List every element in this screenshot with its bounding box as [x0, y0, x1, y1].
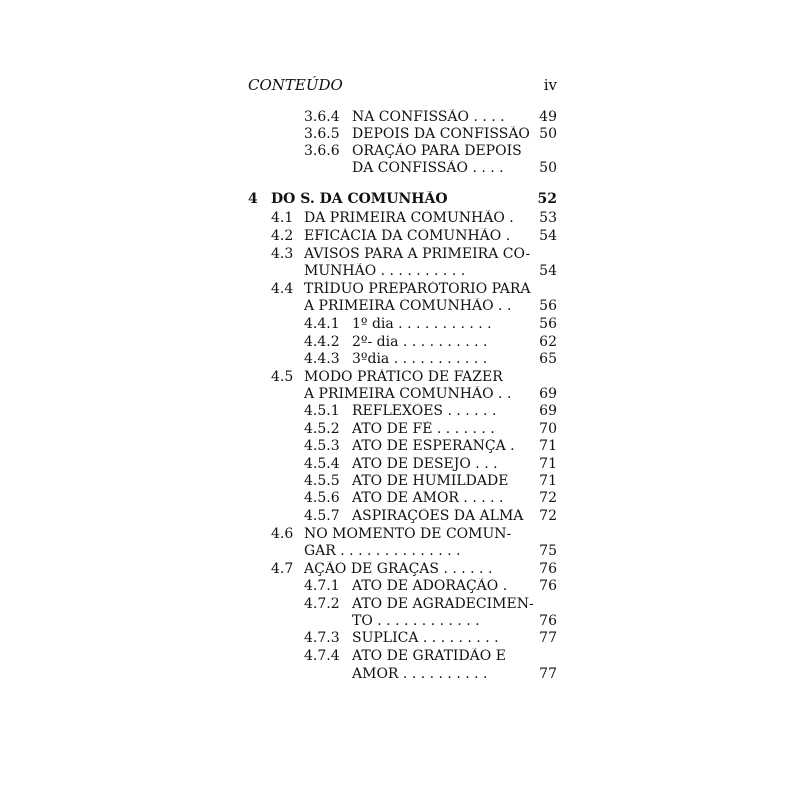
toc-entry[interactable]	[0, 596, 557, 613]
toc-entry-title: NO MOMENTO DE COMUN-	[304, 526, 512, 542]
toc-entry-title: DEPOIS DA CONFISSÃO	[352, 126, 530, 142]
toc-entry-title: REFLEXÕES . . . . . .	[352, 403, 497, 419]
toc-entry[interactable]	[0, 473, 557, 490]
toc-entry[interactable]	[0, 456, 557, 473]
toc-entry-number: 4.7.3	[304, 630, 340, 646]
toc-entry-number: 3.6.6	[304, 143, 340, 159]
toc-entry-title: AÇÃO DE GRAÇAS . . . . . .	[304, 561, 493, 577]
toc-entry-number: 4.7.2	[304, 596, 340, 612]
toc-entry[interactable]	[0, 421, 557, 438]
toc-entry-number: 4.6	[271, 526, 294, 542]
toc-entry-title: NA CONFISSÃO . . . .	[352, 109, 505, 125]
toc-entry-title: TRÍDUO PREPARÓTORIO PARA	[304, 281, 531, 297]
toc-entry-number: 3.6.5	[304, 126, 340, 142]
toc-entry[interactable]	[0, 508, 557, 525]
toc-entry-title: ATO DE GRATIDÃO E	[352, 648, 506, 664]
toc-entry-title: SUPLICA . . . . . . . . .	[352, 630, 499, 646]
toc-entry[interactable]	[0, 334, 557, 351]
toc-entry-title: ATO DE AGRADECIMEN-	[352, 596, 534, 612]
toc-entry-title: A PRIMEIRA COMUNHÃO . .	[304, 298, 512, 314]
toc-entry-page: 62	[539, 334, 557, 350]
toc-entry-number: 4.4.1	[304, 316, 340, 332]
toc-entry[interactable]	[0, 613, 557, 630]
toc-entry-number: 4.5.2	[304, 421, 340, 437]
toc-entry[interactable]	[0, 526, 557, 543]
toc-entry-page: 65	[539, 351, 557, 367]
toc-entry-page: 56	[539, 316, 557, 332]
toc-entry[interactable]	[0, 648, 557, 665]
toc-entry-page: 56	[539, 298, 557, 314]
toc-entry-number: 4.3	[271, 246, 294, 262]
toc-entry-page: 70	[539, 421, 557, 437]
toc-entry-title: MODO PRÁTICO DE FAZER	[304, 369, 503, 385]
toc-entry[interactable]	[0, 403, 557, 420]
toc-entry[interactable]	[0, 666, 557, 683]
toc-entry-number: 4.4	[271, 281, 294, 297]
toc-entry[interactable]	[0, 126, 557, 143]
toc-entry-title: AMOR . . . . . . . . . .	[352, 666, 488, 682]
toc-entry[interactable]	[0, 369, 557, 386]
toc-entry-number: 4.5	[271, 369, 294, 385]
toc-entry-page: 69	[539, 403, 557, 419]
toc-entry-number: 4.5.7	[304, 508, 340, 524]
toc-entry[interactable]	[0, 543, 557, 560]
toc-entry-page: 71	[539, 473, 557, 489]
toc-entry-page: 71	[539, 438, 557, 454]
toc-entry-number: 4.5.3	[304, 438, 340, 454]
toc-entry[interactable]	[0, 578, 557, 595]
toc-entry[interactable]	[0, 210, 557, 227]
toc-entry-number: 4.1	[271, 210, 294, 226]
toc-entry-page: 77	[539, 630, 557, 646]
toc-entry[interactable]	[0, 246, 557, 263]
toc-entry-title: ATO DE DESEJO . . .	[352, 456, 498, 472]
toc-entry-title: 3ºdia . . . . . . . . . . .	[352, 351, 488, 367]
toc-entry-number: 4.2	[271, 228, 294, 244]
toc-entry[interactable]	[0, 228, 557, 245]
toc-entry-page: 53	[539, 210, 557, 226]
toc-entry[interactable]	[0, 438, 557, 455]
toc-entry-number: 4.5.6	[304, 490, 340, 506]
toc-entry-page: 71	[539, 456, 557, 472]
toc-entry-page: 50	[539, 160, 557, 176]
toc-entry-page: 54	[539, 228, 557, 244]
toc-entry-title: 1º dia . . . . . . . . . . .	[352, 316, 492, 332]
toc-entry-page: 49	[539, 109, 557, 125]
toc-entry-number: 4.5.1	[304, 403, 340, 419]
toc-entry-title: ATO DE AMOR . . . . .	[352, 490, 504, 506]
toc-entry-page: 75	[539, 543, 557, 559]
toc-entry-title: DA PRIMEIRA COMUNHÃO .	[304, 210, 514, 226]
toc-entry-title: ORAÇÃO PARA DEPOIS	[352, 143, 522, 159]
page-number: iv	[543, 76, 557, 94]
toc-entry-number: 4.5.4	[304, 456, 340, 472]
toc-entry-title: ATO DE FÉ . . . . . . .	[352, 421, 495, 437]
toc-entry-number: 4.7.4	[304, 648, 340, 664]
toc-entry-page: 54	[539, 263, 557, 279]
toc-entry-title: ATO DE HUMILDADE	[352, 473, 509, 489]
toc-entry[interactable]	[0, 561, 557, 578]
toc-entry-number: 4.7.1	[304, 578, 340, 594]
toc-entry[interactable]	[0, 316, 557, 333]
toc-entry-number: 4.7	[271, 561, 294, 577]
toc-entry-page: 72	[539, 508, 557, 524]
toc-entry[interactable]	[0, 298, 557, 315]
toc-entry-page: 76	[539, 578, 557, 594]
toc-entry-page: 50	[539, 126, 557, 142]
toc-entry[interactable]	[0, 160, 557, 177]
toc-entry-title: AVISOS PARA A PRIMEIRA CO-	[304, 246, 531, 262]
running-title: CONTEÚDO	[248, 76, 343, 94]
toc-entry-title: A PRIMEIRA COMUNHÃO . .	[304, 386, 512, 402]
toc-entry-title: DA CONFISSÃO . . . .	[352, 160, 504, 176]
toc-entry-number: 4	[248, 191, 258, 207]
toc-entry-page: 69	[539, 386, 557, 402]
toc-entry-title: TO . . . . . . . . . . . .	[352, 613, 480, 629]
toc-entry-title: ASPIRAÇÕES DA ALMA	[352, 508, 524, 524]
toc-entry-page: 76	[539, 561, 557, 577]
toc-entry-title: GAR . . . . . . . . . . . . . .	[304, 543, 461, 559]
toc-entry-number: 3.6.4	[304, 109, 340, 125]
toc-entry[interactable]	[0, 143, 557, 160]
toc-entry-title: EFICÁCIA DA COMUNHÃO .	[304, 228, 511, 244]
toc-entry-number: 4.4.2	[304, 334, 340, 350]
toc-entry[interactable]	[0, 109, 557, 126]
toc-entry[interactable]	[0, 386, 557, 403]
toc-entry[interactable]	[0, 191, 557, 208]
toc-entry-page: 76	[539, 613, 557, 629]
toc-entry[interactable]	[0, 351, 557, 368]
toc-entry[interactable]	[0, 490, 557, 507]
toc-entry-page: 72	[539, 490, 557, 506]
toc-entry-page: 52	[537, 191, 557, 207]
toc-entry-number: 4.4.3	[304, 351, 340, 367]
toc-entry-title: DO S. DA COMUNHÃO	[271, 191, 448, 207]
toc-entry[interactable]	[0, 630, 557, 647]
toc-entry-page: 77	[539, 666, 557, 682]
toc-entry[interactable]	[0, 281, 557, 298]
toc-entry-title: ATO DE ESPERANÇA .	[352, 438, 515, 454]
toc-entry-number: 4.5.5	[304, 473, 340, 489]
toc-entry[interactable]	[0, 263, 557, 280]
toc-entry-title: MUNHÃO . . . . . . . . . .	[304, 263, 466, 279]
toc-entry-title: 2º- dia . . . . . . . . . .	[352, 334, 488, 350]
toc-entry-title: ATO DE ADORAÇÃO .	[352, 578, 508, 594]
